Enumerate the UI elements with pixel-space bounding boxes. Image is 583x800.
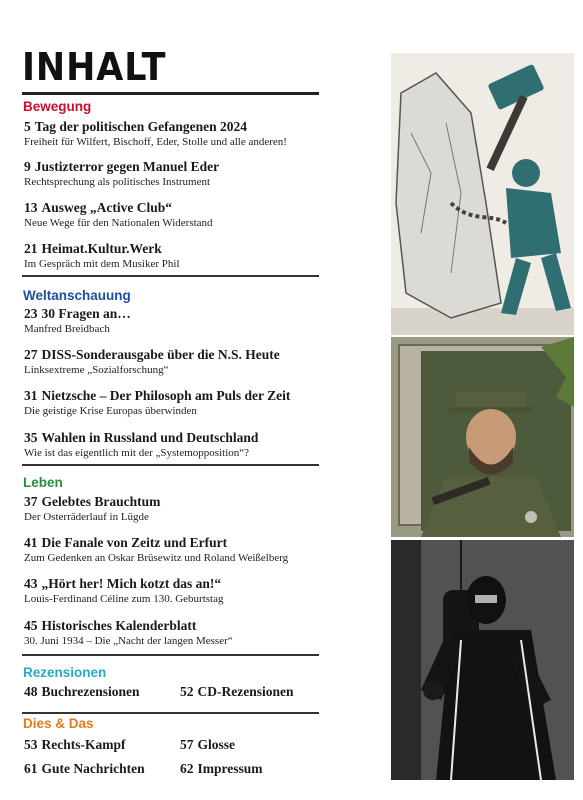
- section-heading-bewegung: Bewegung: [23, 99, 92, 114]
- toc-entry[interactable]: [24, 306, 324, 336]
- page-number: 48: [24, 684, 38, 699]
- entry-title: Die Fanale von Zeitz und Erfurt: [41, 535, 228, 550]
- entry-subtitle: Wie ist das eigentlich mit der „Systemopposition“?: [24, 447, 250, 459]
- page-number: 62: [180, 761, 194, 776]
- page-number: 13: [24, 200, 38, 215]
- page-number: 45: [24, 618, 38, 633]
- entry-subtitle: Louis-Ferdinand Céline zum 130. Geburtstag: [24, 593, 224, 605]
- entry-title: „Hört her! Mich kotzt das an!“: [41, 576, 222, 591]
- page-number: 53: [24, 737, 38, 752]
- entry-title: 30 Fragen an…: [41, 306, 131, 321]
- entry-subtitle: Linksextreme „Sozialforschung“: [24, 364, 169, 376]
- page-number: 57: [180, 737, 194, 752]
- entry-subtitle: Neue Wege für den Nationalen Widerstand: [24, 217, 213, 229]
- toc-entry[interactable]: [24, 618, 324, 648]
- page-number: 52: [180, 684, 194, 699]
- entry-title: Historisches Kalenderblatt: [41, 618, 197, 633]
- section-heading-dies-das: Dies & Das: [23, 716, 94, 731]
- entry-title: Wahlen in Russland und Deutschland: [41, 430, 259, 445]
- toc-entry[interactable]: [24, 388, 324, 418]
- illustration-soldier: [391, 337, 574, 537]
- page-number: 61: [24, 761, 38, 776]
- page-number: 31: [24, 388, 38, 403]
- title-rule: [22, 92, 319, 95]
- page-number: 21: [24, 241, 38, 256]
- entry-subtitle: Freiheit für Wilfert, Bischoff, Eder, Stolle und alle anderen!: [24, 136, 287, 148]
- photo-masked-boxer: [391, 540, 574, 780]
- toc-entry[interactable]: [24, 684, 140, 700]
- section-heading-rezensionen: Rezensionen: [23, 665, 107, 680]
- entry-title: CD-Rezensionen: [197, 684, 294, 699]
- page-number: 5: [24, 119, 31, 134]
- toc-entry[interactable]: [24, 494, 324, 524]
- entry-subtitle: Im Gespräch mit dem Musiker Phil: [24, 258, 180, 270]
- entry-subtitle: Die geistige Krise Europas überwinden: [24, 405, 197, 417]
- page-number: 27: [24, 347, 38, 362]
- toc-entry[interactable]: [24, 119, 324, 149]
- page-number: 41: [24, 535, 38, 550]
- illustration-hammer-rock: [391, 53, 574, 335]
- entry-title: DISS-Sonderausgabe über die N.S. Heute: [41, 347, 280, 362]
- entry-title: Glosse: [197, 737, 236, 752]
- page-title: INHALT: [22, 45, 167, 89]
- entry-title: Tag der politischen Gefangenen 2024: [34, 119, 248, 134]
- section-divider: [22, 654, 319, 656]
- section-divider: [22, 464, 319, 466]
- toc-entry[interactable]: [180, 684, 294, 700]
- toc-entry[interactable]: [24, 576, 324, 606]
- entry-subtitle: Zum Gedenken an Oskar Brüsewitz und Roland Weißelberg: [24, 552, 289, 564]
- entry-title: Nietzsche – Der Philosoph am Puls der Zeit: [41, 388, 291, 403]
- entry-subtitle: 30. Juni 1934 – Die „Nacht der langen Messer“: [24, 635, 233, 647]
- entry-title: Gute Nachrichten: [41, 761, 145, 776]
- entry-title: Buchrezensionen: [41, 684, 140, 699]
- toc-entry[interactable]: [24, 200, 324, 230]
- entry-title: Ausweg „Active Club“: [41, 200, 172, 215]
- toc-entry[interactable]: [24, 737, 126, 753]
- toc-entry[interactable]: [180, 761, 263, 777]
- toc-entry[interactable]: [24, 347, 324, 377]
- toc-entry[interactable]: [24, 241, 324, 271]
- entry-subtitle: Rechtsprechung als politisches Instrument: [24, 176, 211, 188]
- section-heading-leben: Leben: [23, 475, 63, 490]
- toc-entry[interactable]: [24, 761, 145, 777]
- entry-title: Impressum: [197, 761, 263, 776]
- entry-subtitle: Manfred Breidbach: [24, 323, 110, 335]
- page-number: 37: [24, 494, 38, 509]
- entry-subtitle: Der Osterräderlauf in Lügde: [24, 511, 149, 523]
- section-heading-weltanschauung: Weltanschauung: [23, 288, 131, 303]
- toc-entry[interactable]: [24, 430, 324, 460]
- section-divider: [22, 275, 319, 277]
- entry-title: Heimat.Kultur.Werk: [41, 241, 162, 256]
- toc-entry[interactable]: [24, 535, 324, 565]
- entry-title: Justizterror gegen Manuel Eder: [34, 159, 220, 174]
- entry-title: Rechts-Kampf: [41, 737, 126, 752]
- toc-entry[interactable]: [24, 159, 324, 189]
- page-number: 9: [24, 159, 31, 174]
- page-number: 43: [24, 576, 38, 591]
- section-divider: [22, 712, 319, 714]
- page-number: 23: [24, 306, 38, 321]
- toc-entry[interactable]: [180, 737, 235, 753]
- entry-title: Gelebtes Brauchtum: [41, 494, 161, 509]
- page-number: 35: [24, 430, 38, 445]
